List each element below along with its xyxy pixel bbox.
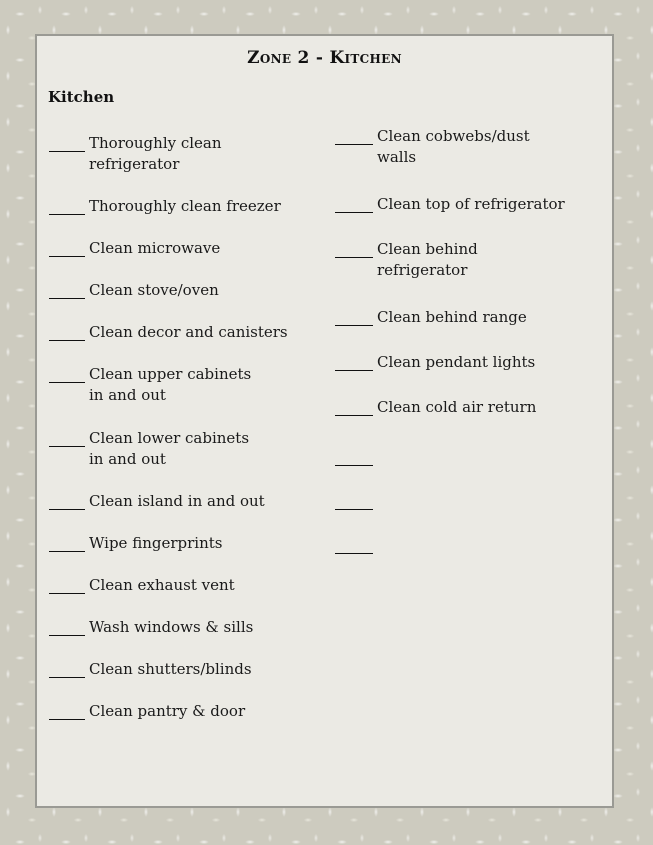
checklist-item — [49, 701, 329, 743]
checkbox-blank[interactable] — [335, 310, 373, 326]
checklist-item — [49, 196, 329, 238]
checkbox-blank[interactable] — [49, 136, 85, 152]
checklist-item — [49, 659, 329, 701]
left-checklist — [49, 133, 329, 743]
page-title: Zone 2 - Kitchen — [247, 48, 402, 68]
item-label: Clean cold air return — [377, 398, 537, 416]
item-label: Clean island in and out — [89, 492, 265, 510]
checkbox-blank[interactable] — [335, 129, 373, 145]
item-label: Clean shutters/blinds — [89, 660, 252, 678]
item-label: Thoroughly clean refrigerator — [89, 134, 222, 173]
item-label: Clean lower cabinets in and out — [89, 429, 250, 468]
checkbox-blank[interactable] — [335, 538, 373, 554]
item-label: Thoroughly clean freezer — [89, 197, 281, 215]
checklist-item — [335, 126, 615, 194]
item-label: Clean cobwebs/dust walls — [377, 127, 530, 166]
checklist-item — [49, 238, 329, 280]
checkbox-blank[interactable] — [49, 494, 85, 510]
checklist-item — [49, 133, 329, 196]
checklist-item — [335, 352, 615, 397]
checkbox-blank[interactable] — [49, 620, 85, 636]
item-label: Clean behind range — [377, 308, 527, 326]
checklist-item — [49, 364, 329, 428]
checklist-item — [335, 239, 615, 307]
section-heading: Kitchen — [48, 88, 115, 106]
checklist-item — [335, 447, 615, 491]
checklist-item — [335, 194, 615, 239]
checkbox-blank[interactable] — [335, 197, 373, 213]
item-label: Wipe fingerprints — [89, 534, 223, 552]
checkbox-blank[interactable] — [335, 494, 373, 510]
checklist-item — [49, 575, 329, 617]
checkbox-blank[interactable] — [49, 325, 85, 341]
checkbox-blank[interactable] — [49, 241, 85, 257]
item-label: Clean upper cabinets in and out — [89, 365, 252, 404]
checklist-item — [49, 322, 329, 364]
checkbox-blank[interactable] — [335, 242, 373, 258]
checklist-item — [49, 280, 329, 322]
checkbox-blank[interactable] — [335, 355, 373, 371]
right-checklist — [335, 126, 615, 579]
item-label: Clean top of refrigerator — [377, 195, 565, 213]
checklist-item — [49, 491, 329, 533]
checkbox-blank[interactable] — [49, 283, 85, 299]
item-label: Clean behind refrigerator — [377, 240, 478, 279]
checkbox-blank[interactable] — [49, 662, 85, 678]
checklist-item — [335, 491, 615, 535]
checklist-item — [335, 535, 615, 579]
item-label: Clean pantry & door — [89, 702, 246, 720]
checklist-item — [49, 617, 329, 659]
item-label: Clean decor and canisters — [89, 323, 288, 341]
checklist-item — [49, 533, 329, 575]
item-label: Clean microwave — [89, 239, 221, 257]
checkbox-blank[interactable] — [49, 704, 85, 720]
checkbox-blank[interactable] — [49, 536, 85, 552]
item-label: Clean stove/oven — [89, 281, 219, 299]
checklist-item — [49, 428, 329, 491]
checkbox-blank[interactable] — [335, 400, 373, 416]
checklist-page — [35, 34, 614, 808]
checkbox-blank[interactable] — [49, 578, 85, 594]
checkbox-blank[interactable] — [49, 199, 85, 215]
checklist-item — [335, 307, 615, 352]
item-label: Clean exhaust vent — [89, 576, 235, 594]
checkbox-blank[interactable] — [335, 450, 373, 466]
checkbox-blank[interactable] — [49, 367, 85, 383]
checkbox-blank[interactable] — [49, 431, 85, 447]
checklist-item — [335, 397, 615, 447]
item-label: Wash windows & sills — [89, 618, 254, 636]
item-label: Clean pendant lights — [377, 353, 536, 371]
